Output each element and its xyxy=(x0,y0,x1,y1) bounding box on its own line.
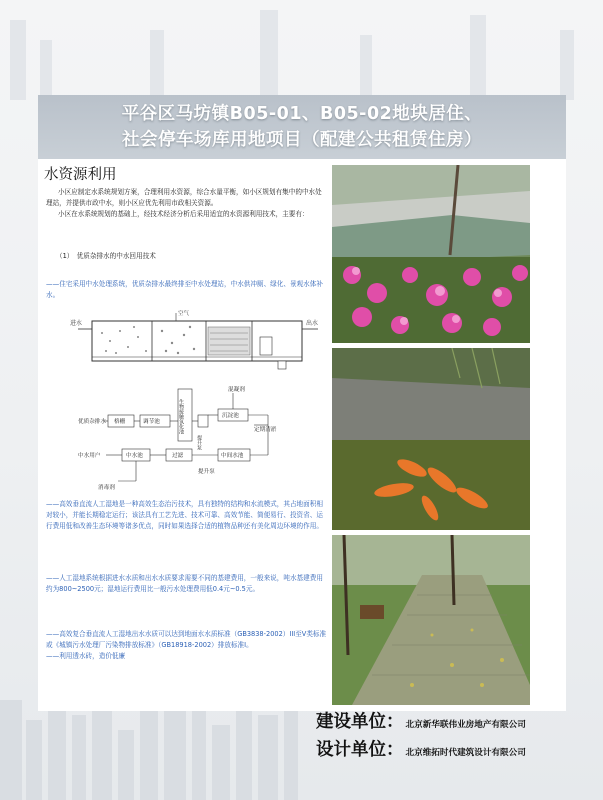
node-user: 中水用户 xyxy=(78,453,101,459)
node-screen: 格栅 xyxy=(114,419,126,425)
air-label: 空气 xyxy=(178,311,190,317)
paragraph-technology: 小区在水系统规划的基础上，经技术经济分析后采用适宜的水资源利用技术，主要有： xyxy=(58,210,309,218)
reclaimed-water-flow-diagram xyxy=(78,381,326,493)
paragraph-water-plan: 小区应制定水系统规划方案，合理利用水资源，综合水量平衡，如小区规划有集中的中水处理站，并提供市政中水，则小区应优先利用市政相关资源。 xyxy=(46,188,322,207)
node-discharge: 定期清淤 xyxy=(254,427,277,433)
node-equalize: 调节池 xyxy=(143,419,160,425)
treatment-tank-diagram xyxy=(68,307,326,377)
node-settle: 沉淀池 xyxy=(222,413,239,419)
photo-landscape-flowers xyxy=(332,165,530,343)
builder-value: 北京新华联伟业房地产有限公司 xyxy=(405,720,526,730)
node-source: 优质杂排水 xyxy=(78,419,106,425)
node-bio: 生物接触氧化池 xyxy=(178,399,184,434)
page-title-line-1: 平谷区马坊镇B05-01、B05-02地块居住、 xyxy=(121,104,483,124)
page-title-line-2: 社会停车场库用地项目（配建公共租赁住房） xyxy=(122,130,482,150)
designer-label: 设计单位： xyxy=(316,740,404,760)
builder-label: 建设单位： xyxy=(316,712,404,732)
content-panel xyxy=(38,159,566,711)
bullet-permeable-brick: ——利用透水砖，造价低廉 xyxy=(46,652,126,660)
title-band xyxy=(38,95,566,159)
bullet-water-quality xyxy=(46,629,328,662)
paragraph-item-1: （1） 优质杂排水的中水回用技术 xyxy=(56,252,156,260)
outlet-label: 出水 xyxy=(306,320,319,327)
bullet-reclaimed-water: ——住宅采用中水处理系统，优质杂排水最终排至中水处理站，中水供冲厕、绿化、景观水体补水。 xyxy=(46,280,323,299)
photo-koi-pond xyxy=(332,348,530,530)
background-skyline-top xyxy=(0,0,603,100)
node-filter: 过滤 xyxy=(172,453,184,459)
node-sludge: 混凝剂 xyxy=(228,387,245,393)
footer-builder xyxy=(316,708,526,733)
photo-permeable-path xyxy=(332,535,530,705)
node-disinfect: 消毒剂 xyxy=(98,485,115,491)
node-storage: 中水池 xyxy=(126,453,143,459)
footer-designer xyxy=(316,736,526,761)
node-mid: 中间水池 xyxy=(221,453,244,459)
node-lift-2: 提升泵 xyxy=(198,469,215,475)
bullet-water-quality-text: ——高效复合垂直流人工湿地出水水质可以达到地面水水质标准（GB3838-2002）III至V类标准或《城镇污水处理厂污染物排放标准》（GB18918-2002）排放标准Ⅰ。 xyxy=(46,630,327,649)
node-lift-1: 提升泵 xyxy=(196,435,202,450)
designer-value: 北京维拓时代建筑设计有限公司 xyxy=(405,748,526,758)
inlet-label: 进水 xyxy=(70,320,83,327)
bullet-wetland-cost: ——人工湿地系统根据进水水质和出水水质要求需要不同的基建费用，一般来说，吨水基建费用约为800~2500元；湿地运行费用比一般污水处理费用低0.4元~0.5元。 xyxy=(46,574,323,593)
bullet-wetland-tech: ——高效垂直流人工湿地是一种高效生态治污技术，具有独特的结构和水流模式，其占地面积相对较小，并能长期稳定运行；该法具有工艺先进、技术可靠、高效节能、简便易行、投资省、运行费用低和改善生态环境等诸多优点，同时如果选择合适的植物品种还有美化周边环境的作用。 xyxy=(46,500,323,530)
section-title: 水资源利用 xyxy=(44,167,117,183)
